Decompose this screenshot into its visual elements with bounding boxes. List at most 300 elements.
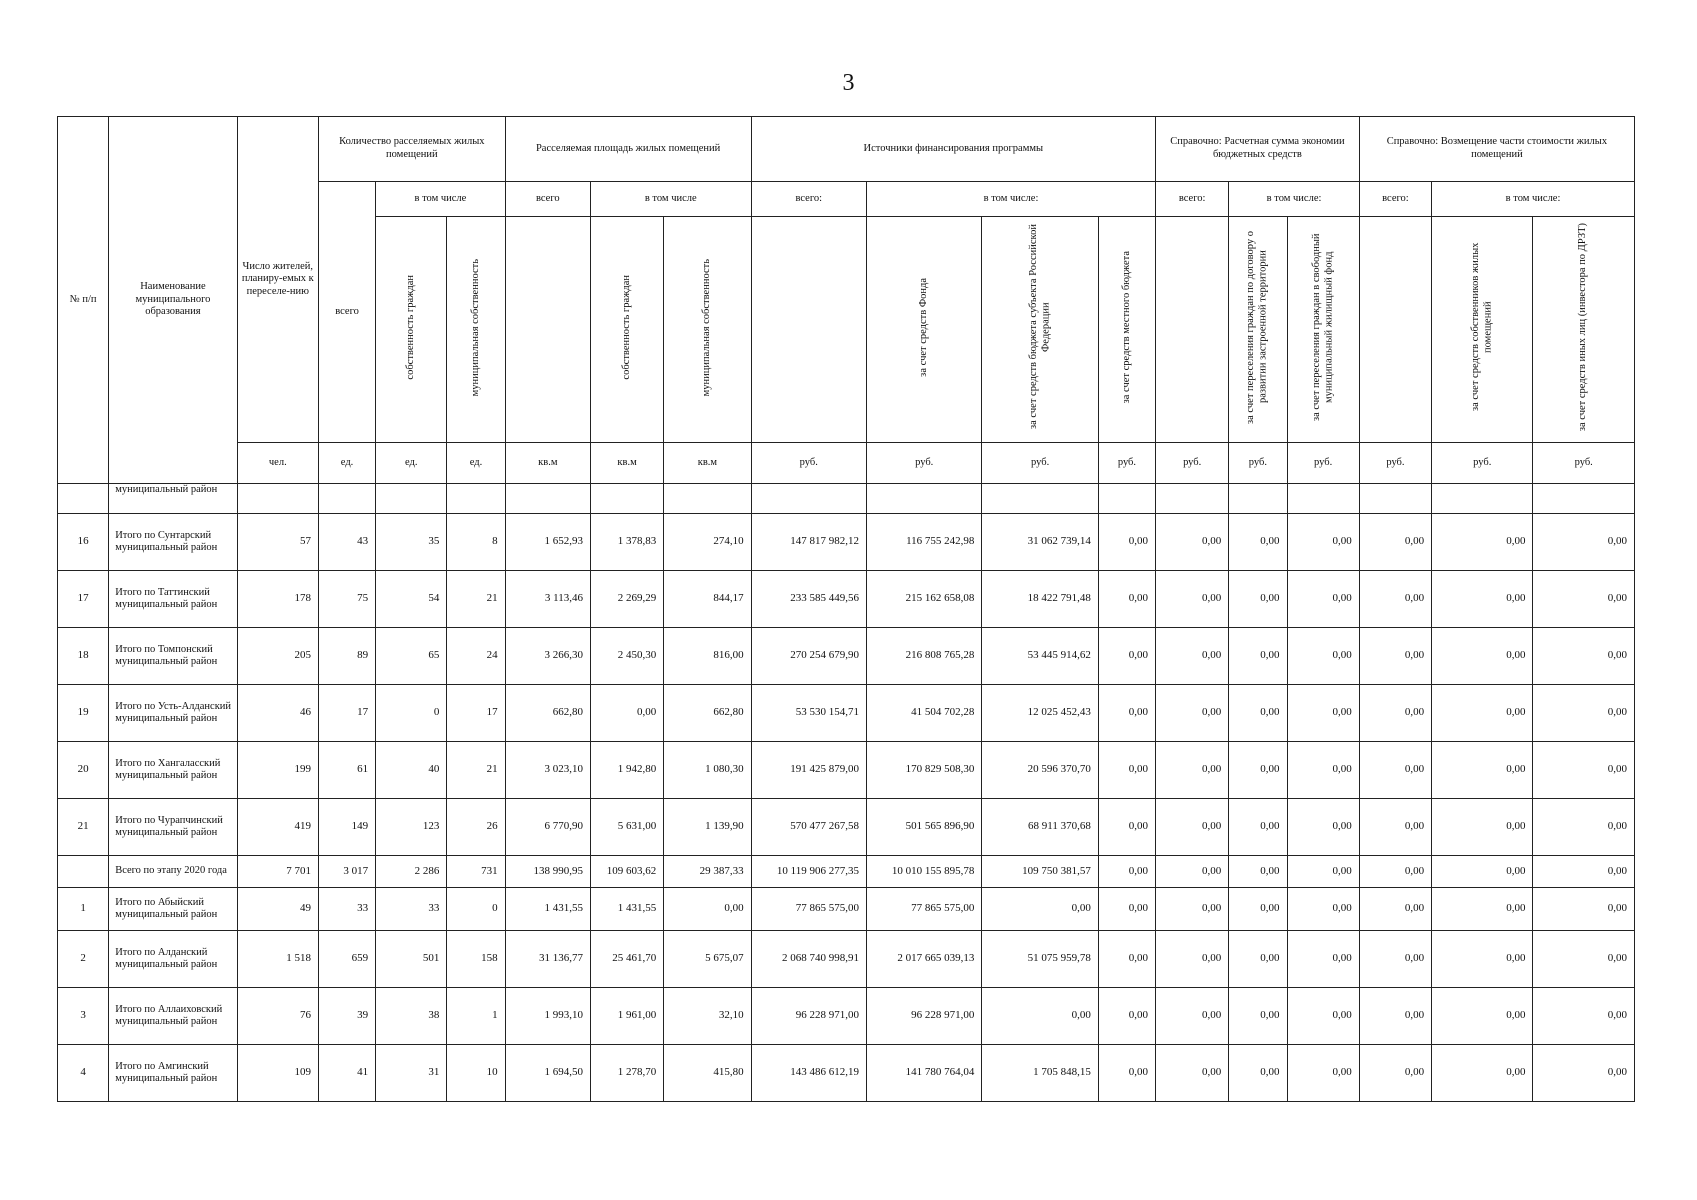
unit-cell: руб. <box>1359 443 1431 484</box>
value-cell: 0,00 <box>1229 799 1287 856</box>
value-cell: 0,00 <box>1533 1045 1635 1102</box>
header-dev-contract-label: за счет переселения граждан по договору о развитии застроенной территории <box>1245 230 1269 424</box>
value-cell: 0,00 <box>1359 1045 1431 1102</box>
table-row <box>58 571 1635 628</box>
value-cell: 0,00 <box>1287 742 1359 799</box>
header-count-including: в том числе <box>376 182 506 217</box>
header-economy-including: в том числе: <box>1229 182 1360 217</box>
header-local-budget-label: за счет средств местного бюджета <box>1120 251 1132 404</box>
row-name: Итого по Чурапчинский муниципальный район <box>109 799 237 856</box>
value-cell: 40 <box>376 742 447 799</box>
value-cell: 1 518 <box>237 931 318 988</box>
row-number: 20 <box>58 742 109 799</box>
value-cell: 0,00 <box>1229 571 1287 628</box>
value-cell: 0,00 <box>1432 1045 1533 1102</box>
header-owners-label: за счет средств собственников жилых помещений <box>1469 243 1494 412</box>
unit-cell: руб. <box>1098 443 1155 484</box>
empty-cell <box>376 484 447 514</box>
row-number: 1 <box>58 888 109 931</box>
value-cell: 205 <box>237 628 318 685</box>
header-area-citizen <box>590 217 663 443</box>
value-cell: 0,00 <box>1287 1045 1359 1102</box>
value-cell: 0,00 <box>1533 931 1635 988</box>
header-count-total: всего <box>318 182 375 443</box>
value-cell: 1 705 848,15 <box>982 1045 1098 1102</box>
value-cell: 0,00 <box>1156 628 1229 685</box>
value-cell: 53 530 154,71 <box>751 685 866 742</box>
value-cell: 0,00 <box>1229 514 1287 571</box>
header-funding-group: Источники финансирования программы <box>751 117 1155 182</box>
value-cell: 0,00 <box>1359 856 1431 888</box>
header-area-total: всего <box>505 182 590 217</box>
empty-cell <box>1432 484 1533 514</box>
value-cell: 0,00 <box>1359 628 1431 685</box>
value-cell: 96 228 971,00 <box>751 988 866 1045</box>
value-cell: 0,00 <box>1229 931 1287 988</box>
table-row <box>58 988 1635 1045</box>
value-cell: 109 603,62 <box>590 856 663 888</box>
value-cell: 501 <box>376 931 447 988</box>
value-cell: 0,00 <box>1098 742 1155 799</box>
value-cell: 0,00 <box>1432 988 1533 1045</box>
value-cell: 2 450,30 <box>590 628 663 685</box>
row-name: Всего по этапу 2020 года <box>109 856 237 888</box>
value-cell: 10 119 906 277,35 <box>751 856 866 888</box>
row-name: Итого по Абыйский муниципальный район <box>109 888 237 931</box>
value-cell: 12 025 452,43 <box>982 685 1098 742</box>
unit-cell: кв.м <box>664 443 751 484</box>
empty-cell <box>1156 484 1229 514</box>
value-cell: 158 <box>447 931 505 988</box>
empty-cell <box>1287 484 1359 514</box>
table-row <box>58 931 1635 988</box>
value-cell: 0,00 <box>1156 685 1229 742</box>
value-cell: 109 <box>237 1045 318 1102</box>
value-cell: 0,00 <box>982 888 1098 931</box>
value-cell: 0,00 <box>1432 571 1533 628</box>
value-cell: 0,00 <box>1533 988 1635 1045</box>
value-cell: 0,00 <box>1287 799 1359 856</box>
value-cell: 0,00 <box>1533 856 1635 888</box>
row-name: Итого по Амгинский муниципальный район <box>109 1045 237 1102</box>
row-name: Итого по Сунтарский муниципальный район <box>109 514 237 571</box>
unit-cell: руб. <box>1432 443 1533 484</box>
value-cell: 21 <box>447 571 505 628</box>
value-cell: 1 <box>447 988 505 1045</box>
value-cell: 77 865 575,00 <box>751 888 866 931</box>
header-subject-budget-label: за счет средств бюджета субъекта Российской Федерации <box>1027 224 1052 430</box>
value-cell: 109 750 381,57 <box>982 856 1098 888</box>
value-cell: 0,00 <box>1156 1045 1229 1102</box>
empty-cell <box>447 484 505 514</box>
header-economy-total-blank <box>1156 217 1229 443</box>
header-funding-total: всего: <box>751 182 866 217</box>
value-cell: 116 755 242,98 <box>866 514 981 571</box>
header-others-label: за счет средств иных лиц (инвестора по ДРЗТ) <box>1577 223 1589 432</box>
unit-cell: руб. <box>1229 443 1287 484</box>
value-cell: 0,00 <box>1432 514 1533 571</box>
row-number: 2 <box>58 931 109 988</box>
value-cell: 274,10 <box>664 514 751 571</box>
value-cell: 77 865 575,00 <box>866 888 981 931</box>
unit-cell: руб. <box>1156 443 1229 484</box>
value-cell: 0,00 <box>1156 856 1229 888</box>
header-compensation-total-blank <box>1359 217 1431 443</box>
value-cell: 1 378,83 <box>590 514 663 571</box>
value-cell: 1 278,70 <box>590 1045 663 1102</box>
value-cell: 3 266,30 <box>505 628 590 685</box>
value-cell: 33 <box>376 888 447 931</box>
table-row <box>58 628 1635 685</box>
header-count-citizen <box>376 217 447 443</box>
row-name: Итого по Хангаласский муниципальный район <box>109 742 237 799</box>
value-cell: 43 <box>318 514 375 571</box>
header-economy-total: всего: <box>1156 182 1229 217</box>
table-row <box>58 514 1635 571</box>
value-cell: 0,00 <box>1287 628 1359 685</box>
value-cell: 0,00 <box>1229 685 1287 742</box>
unit-cell: руб. <box>1533 443 1635 484</box>
header-fund-label: за счет средств Фонда <box>917 277 929 377</box>
value-cell: 2 068 740 998,91 <box>751 931 866 988</box>
value-cell: 33 <box>318 888 375 931</box>
header-fund <box>866 217 981 443</box>
value-cell: 21 <box>447 742 505 799</box>
value-cell: 17 <box>447 685 505 742</box>
value-cell: 0,00 <box>1432 856 1533 888</box>
value-cell: 731 <box>447 856 505 888</box>
value-cell: 10 <box>447 1045 505 1102</box>
value-cell: 0,00 <box>1287 931 1359 988</box>
value-cell: 844,17 <box>664 571 751 628</box>
value-cell: 6 770,90 <box>505 799 590 856</box>
value-cell: 0,00 <box>1156 988 1229 1045</box>
row-name: Итого по Таттинский муниципальный район <box>109 571 237 628</box>
value-cell: 0,00 <box>1359 931 1431 988</box>
header-area-citizen-label: собственность граждан <box>620 274 632 380</box>
value-cell: 76 <box>237 988 318 1045</box>
resettlement-table <box>57 116 1635 1102</box>
value-cell: 1 942,80 <box>590 742 663 799</box>
value-cell: 1 993,10 <box>505 988 590 1045</box>
value-cell: 419 <box>237 799 318 856</box>
value-cell: 0,00 <box>1287 685 1359 742</box>
value-cell: 0 <box>376 685 447 742</box>
header-compensation-group: Справочно: Возмещение части стоимости жилых помещений <box>1359 117 1634 182</box>
header-economy-group: Справочно: Расчетная сумма экономии бюджетных средств <box>1156 117 1360 182</box>
value-cell: 31 136,77 <box>505 931 590 988</box>
row-number: 4 <box>58 1045 109 1102</box>
value-cell: 0,00 <box>1156 514 1229 571</box>
value-cell: 32,10 <box>664 988 751 1045</box>
value-cell: 0,00 <box>1359 685 1431 742</box>
value-cell: 216 808 765,28 <box>866 628 981 685</box>
value-cell: 68 911 370,68 <box>982 799 1098 856</box>
row-number <box>58 484 109 514</box>
value-cell: 0,00 <box>1098 514 1155 571</box>
unit-cell: руб. <box>982 443 1098 484</box>
value-cell: 2 286 <box>376 856 447 888</box>
unit-cell: кв.м <box>590 443 663 484</box>
value-cell: 24 <box>447 628 505 685</box>
unit-cell: руб. <box>1287 443 1359 484</box>
row-name: муниципальный район <box>109 484 237 514</box>
value-cell: 233 585 449,56 <box>751 571 866 628</box>
header-count-citizen-label: собственность граждан <box>404 274 416 380</box>
value-cell: 2 017 665 039,13 <box>866 931 981 988</box>
value-cell: 0,00 <box>1533 685 1635 742</box>
value-cell: 0 <box>447 888 505 931</box>
value-cell: 0,00 <box>1098 799 1155 856</box>
value-cell: 61 <box>318 742 375 799</box>
page-number: 3 <box>842 70 855 96</box>
value-cell: 1 961,00 <box>590 988 663 1045</box>
header-area-total-blank <box>505 217 590 443</box>
unit-cell: чел. <box>237 443 318 484</box>
value-cell: 18 422 791,48 <box>982 571 1098 628</box>
value-cell: 0,00 <box>1359 514 1431 571</box>
value-cell: 0,00 <box>1359 742 1431 799</box>
row-name: Итого по Усть-Алданский муниципальный район <box>109 685 237 742</box>
value-cell: 0,00 <box>1229 1045 1287 1102</box>
value-cell: 0,00 <box>982 988 1098 1045</box>
value-cell: 3 023,10 <box>505 742 590 799</box>
value-cell: 0,00 <box>1156 799 1229 856</box>
value-cell: 0,00 <box>1229 742 1287 799</box>
header-no: № п/п <box>58 117 109 484</box>
empty-cell <box>866 484 981 514</box>
value-cell: 0,00 <box>1432 685 1533 742</box>
value-cell: 0,00 <box>664 888 751 931</box>
value-cell: 0,00 <box>1229 856 1287 888</box>
header-local-budget <box>1098 217 1155 443</box>
value-cell: 0,00 <box>1287 571 1359 628</box>
total-row <box>58 856 1635 888</box>
empty-cell <box>505 484 590 514</box>
table-row <box>58 799 1635 856</box>
value-cell: 41 504 702,28 <box>866 685 981 742</box>
header-area-including: в том числе <box>590 182 751 217</box>
table-row <box>58 685 1635 742</box>
value-cell: 0,00 <box>1533 514 1635 571</box>
header-subject-budget <box>982 217 1098 443</box>
value-cell: 31 062 739,14 <box>982 514 1098 571</box>
value-cell: 1 139,90 <box>664 799 751 856</box>
row-number: 18 <box>58 628 109 685</box>
empty-cell <box>1229 484 1287 514</box>
header-free-fund-label: за счет переселения граждан в свободный муниципальный жилищный фонд <box>1310 233 1335 421</box>
empty-cell <box>1359 484 1431 514</box>
value-cell: 49 <box>237 888 318 931</box>
value-cell: 8 <box>447 514 505 571</box>
value-cell: 0,00 <box>1432 931 1533 988</box>
value-cell: 0,00 <box>1359 799 1431 856</box>
row-number: 21 <box>58 799 109 856</box>
value-cell: 0,00 <box>1098 1045 1155 1102</box>
value-cell: 138 990,95 <box>505 856 590 888</box>
value-cell: 270 254 679,90 <box>751 628 866 685</box>
header-area-municipal-label: муниципальная собственность <box>701 258 713 396</box>
value-cell: 0,00 <box>1287 988 1359 1045</box>
value-cell: 0,00 <box>1229 888 1287 931</box>
value-cell: 10 010 155 895,78 <box>866 856 981 888</box>
value-cell: 3 113,46 <box>505 571 590 628</box>
row-number: 3 <box>58 988 109 1045</box>
header-area-municipal <box>664 217 751 443</box>
unit-cell: руб. <box>751 443 866 484</box>
value-cell: 0,00 <box>1287 856 1359 888</box>
value-cell: 0,00 <box>1432 888 1533 931</box>
row-number: 17 <box>58 571 109 628</box>
value-cell: 0,00 <box>1533 888 1635 931</box>
header-owners <box>1432 217 1533 443</box>
value-cell: 0,00 <box>1287 888 1359 931</box>
value-cell: 5 675,07 <box>664 931 751 988</box>
unit-cell: ед. <box>318 443 375 484</box>
header-name: Наименование муниципального образования <box>109 117 237 484</box>
value-cell: 0,00 <box>1359 988 1431 1045</box>
value-cell: 0,00 <box>1533 628 1635 685</box>
value-cell: 20 596 370,70 <box>982 742 1098 799</box>
value-cell: 0,00 <box>1098 988 1155 1045</box>
table-body <box>58 484 1635 1102</box>
table-row <box>58 484 1635 514</box>
row-number <box>58 856 109 888</box>
value-cell: 662,80 <box>505 685 590 742</box>
row-name: Итого по Аллаиховский муниципальный район <box>109 988 237 1045</box>
value-cell: 51 075 959,78 <box>982 931 1098 988</box>
value-cell: 7 701 <box>237 856 318 888</box>
value-cell: 26 <box>447 799 505 856</box>
value-cell: 0,00 <box>1229 988 1287 1045</box>
value-cell: 57 <box>237 514 318 571</box>
value-cell: 1 431,55 <box>505 888 590 931</box>
value-cell: 0,00 <box>590 685 663 742</box>
value-cell: 5 631,00 <box>590 799 663 856</box>
value-cell: 0,00 <box>1432 628 1533 685</box>
value-cell: 0,00 <box>1156 571 1229 628</box>
value-cell: 29 387,33 <box>664 856 751 888</box>
table-header <box>58 117 1635 484</box>
empty-cell <box>318 484 375 514</box>
empty-cell <box>664 484 751 514</box>
value-cell: 662,80 <box>664 685 751 742</box>
value-cell: 17 <box>318 685 375 742</box>
value-cell: 123 <box>376 799 447 856</box>
units-row <box>58 443 1635 484</box>
value-cell: 65 <box>376 628 447 685</box>
value-cell: 54 <box>376 571 447 628</box>
unit-cell: ед. <box>376 443 447 484</box>
value-cell: 415,80 <box>664 1045 751 1102</box>
row-name: Итого по Томпонский муниципальный район <box>109 628 237 685</box>
header-residents: Число жителей, планиру-емых к переселе-нию <box>237 117 318 443</box>
value-cell: 0,00 <box>1098 888 1155 931</box>
empty-cell <box>751 484 866 514</box>
value-cell: 141 780 764,04 <box>866 1045 981 1102</box>
value-cell: 96 228 971,00 <box>866 988 981 1045</box>
header-dev-contract <box>1229 217 1287 443</box>
value-cell: 147 817 982,12 <box>751 514 866 571</box>
value-cell: 3 017 <box>318 856 375 888</box>
value-cell: 659 <box>318 931 375 988</box>
value-cell: 0,00 <box>1098 685 1155 742</box>
value-cell: 0,00 <box>1432 799 1533 856</box>
value-cell: 1 694,50 <box>505 1045 590 1102</box>
value-cell: 215 162 658,08 <box>866 571 981 628</box>
value-cell: 0,00 <box>1156 888 1229 931</box>
row-number: 19 <box>58 685 109 742</box>
value-cell: 53 445 914,62 <box>982 628 1098 685</box>
empty-cell <box>982 484 1098 514</box>
unit-cell: руб. <box>866 443 981 484</box>
value-cell: 178 <box>237 571 318 628</box>
value-cell: 0,00 <box>1156 931 1229 988</box>
value-cell: 89 <box>318 628 375 685</box>
value-cell: 38 <box>376 988 447 1045</box>
value-cell: 39 <box>318 988 375 1045</box>
empty-cell <box>590 484 663 514</box>
value-cell: 0,00 <box>1533 742 1635 799</box>
value-cell: 149 <box>318 799 375 856</box>
value-cell: 0,00 <box>1359 571 1431 628</box>
value-cell: 501 565 896,90 <box>866 799 981 856</box>
value-cell: 0,00 <box>1533 799 1635 856</box>
value-cell: 0,00 <box>1098 856 1155 888</box>
empty-cell <box>237 484 318 514</box>
value-cell: 191 425 879,00 <box>751 742 866 799</box>
value-cell: 35 <box>376 514 447 571</box>
empty-cell <box>1533 484 1635 514</box>
table-row <box>58 888 1635 931</box>
value-cell: 816,00 <box>664 628 751 685</box>
header-free-fund <box>1287 217 1359 443</box>
row-name: Итого по Алданский муниципальный район <box>109 931 237 988</box>
value-cell: 41 <box>318 1045 375 1102</box>
header-count-municipal-label: муниципальная собственность <box>469 258 481 396</box>
value-cell: 0,00 <box>1533 571 1635 628</box>
header-others <box>1533 217 1635 443</box>
unit-cell: кв.м <box>505 443 590 484</box>
value-cell: 31 <box>376 1045 447 1102</box>
value-cell: 2 269,29 <box>590 571 663 628</box>
table-row <box>58 742 1635 799</box>
value-cell: 570 477 267,58 <box>751 799 866 856</box>
value-cell: 1 652,93 <box>505 514 590 571</box>
header-compensation-total: всего: <box>1359 182 1431 217</box>
empty-cell <box>1098 484 1155 514</box>
header-compensation-including: в том числе: <box>1432 182 1635 217</box>
value-cell: 0,00 <box>1098 571 1155 628</box>
value-cell: 1 080,30 <box>664 742 751 799</box>
value-cell: 0,00 <box>1098 628 1155 685</box>
value-cell: 0,00 <box>1229 628 1287 685</box>
header-area-group: Расселяемая площадь жилых помещений <box>505 117 751 182</box>
header-count-group: Количество расселяемых жилых помещений <box>318 117 505 182</box>
header-funding-total-blank <box>751 217 866 443</box>
value-cell: 46 <box>237 685 318 742</box>
value-cell: 143 486 612,19 <box>751 1045 866 1102</box>
header-funding-including: в том числе: <box>866 182 1155 217</box>
unit-cell: ед. <box>447 443 505 484</box>
row-number: 16 <box>58 514 109 571</box>
value-cell: 25 461,70 <box>590 931 663 988</box>
header-count-municipal <box>447 217 505 443</box>
value-cell: 0,00 <box>1359 888 1431 931</box>
value-cell: 199 <box>237 742 318 799</box>
value-cell: 0,00 <box>1156 742 1229 799</box>
value-cell: 1 431,55 <box>590 888 663 931</box>
